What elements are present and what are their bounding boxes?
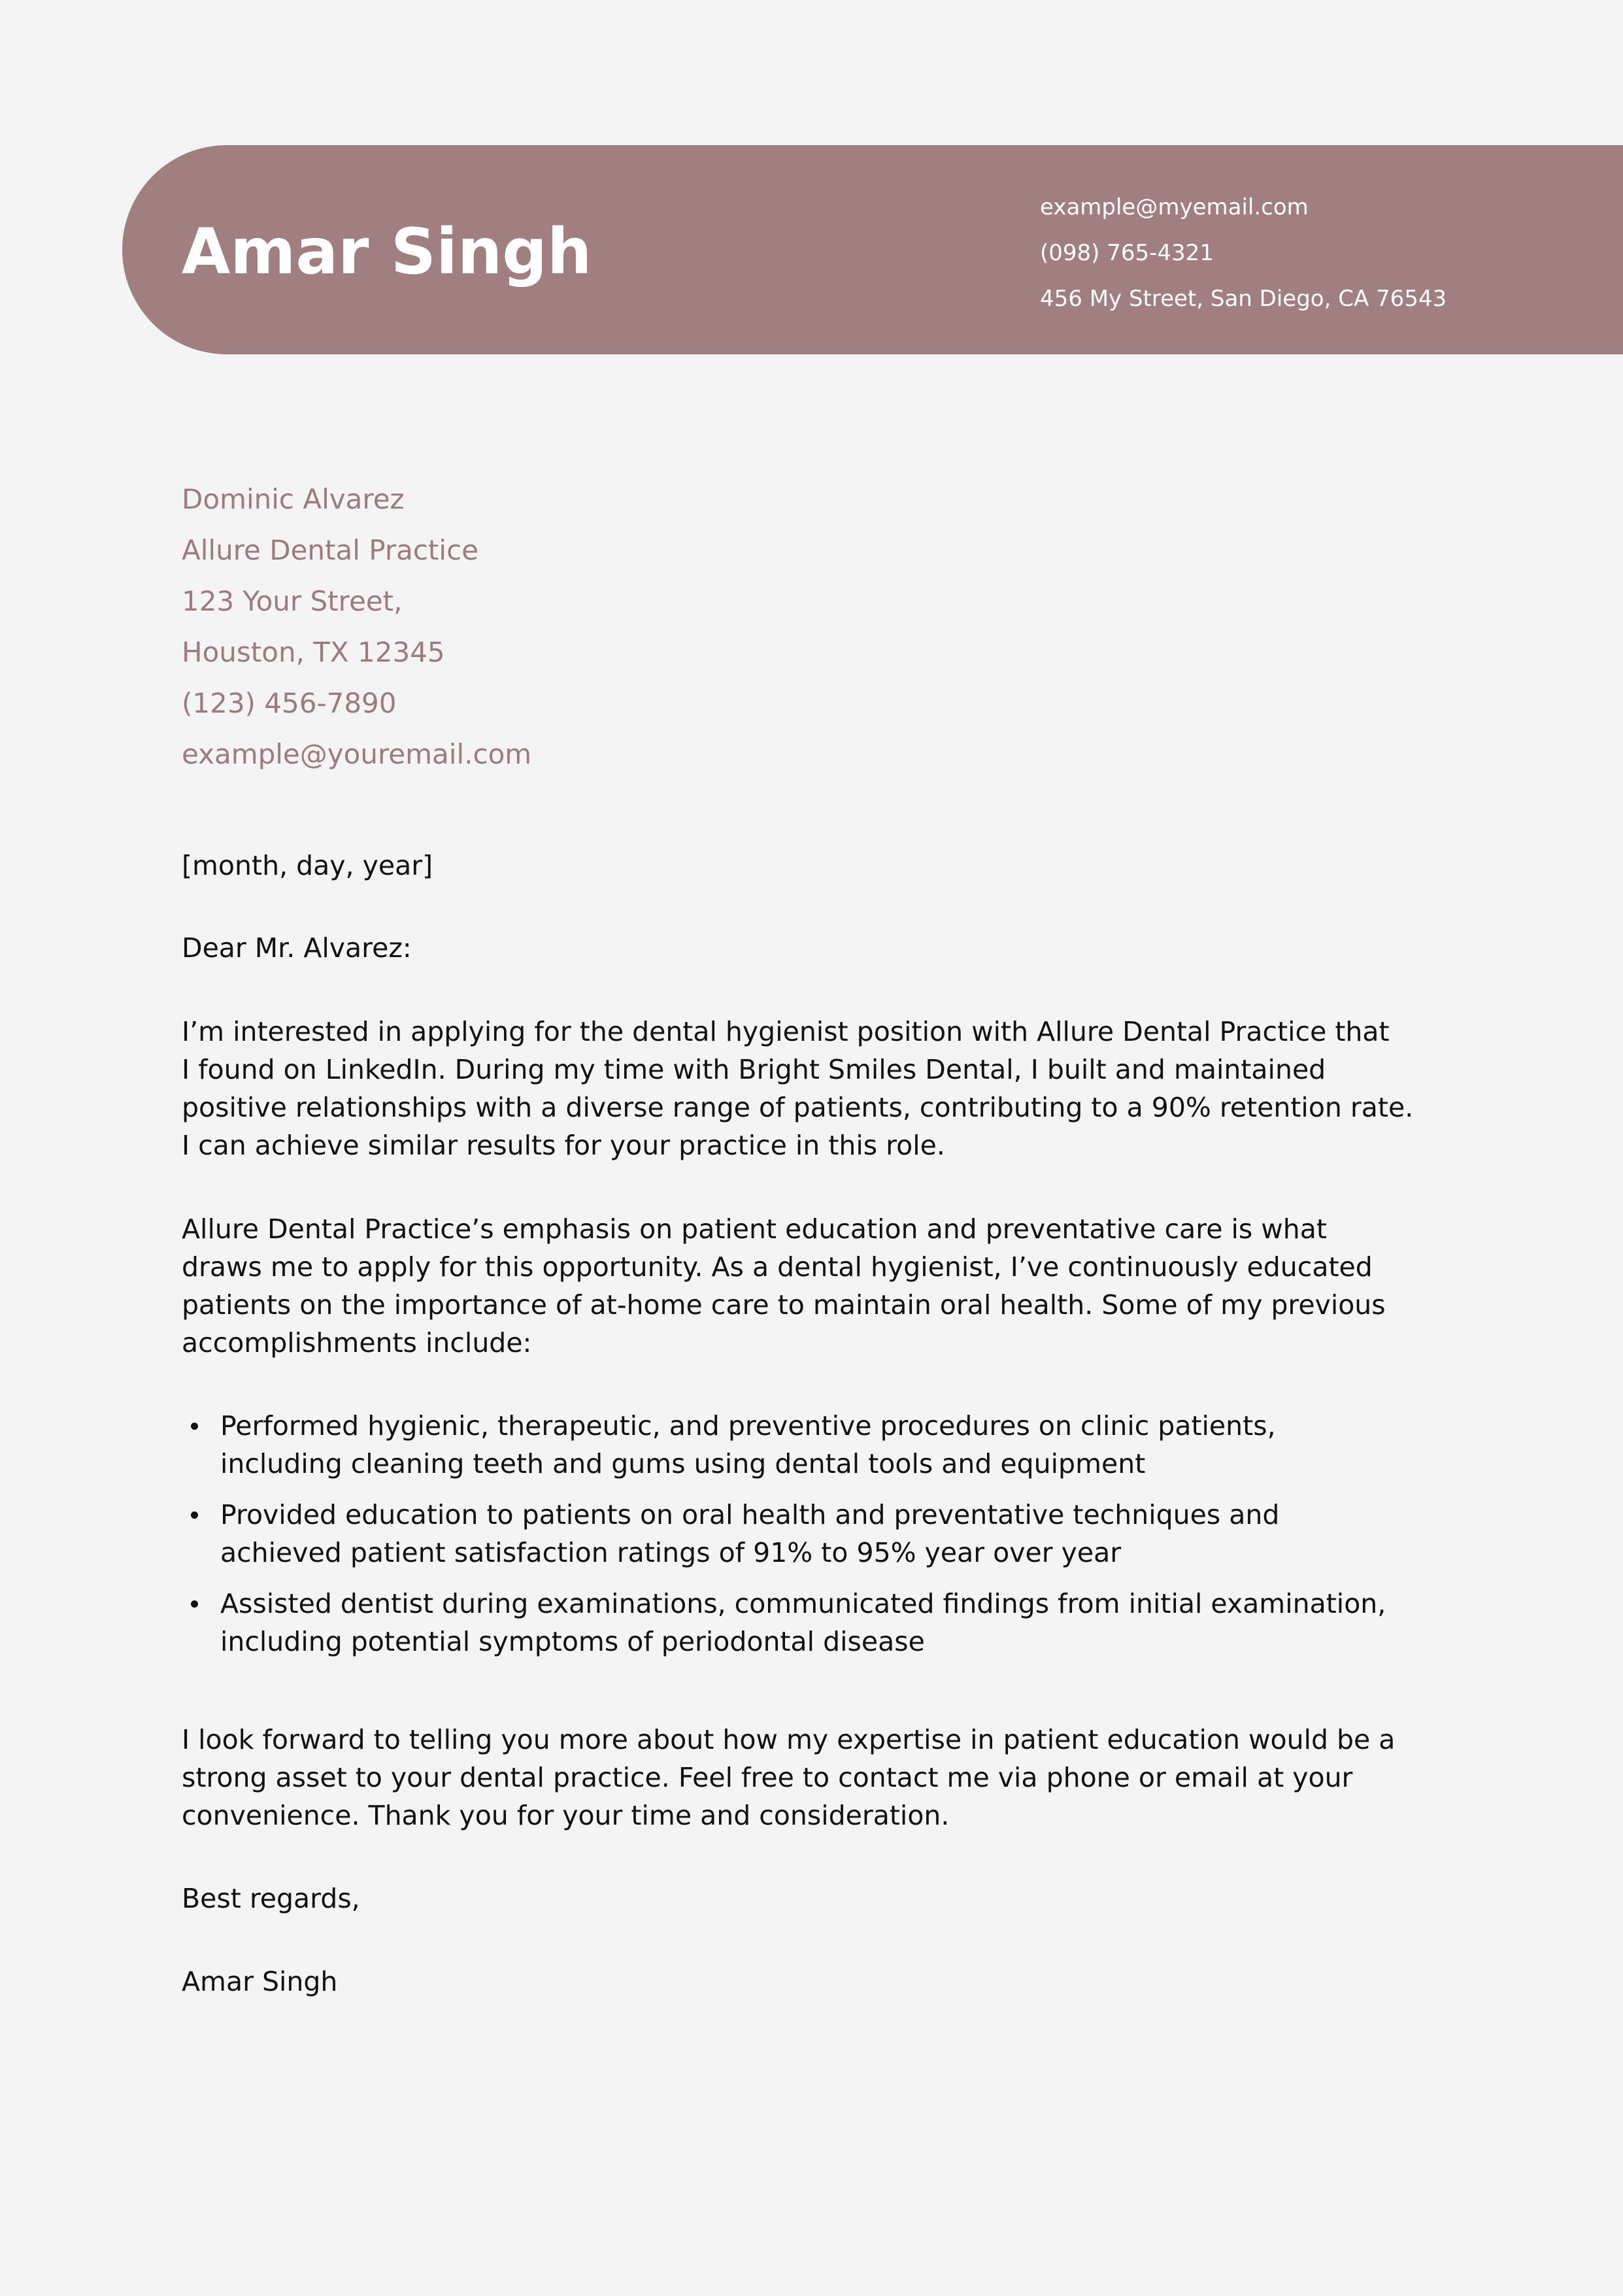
letter-date: [month, day, year]	[182, 850, 433, 881]
paragraph-line: draws me to apply for this opportunity. As a dental hygienist, I’ve continuously educated	[182, 1251, 1373, 1283]
recipient-email: example@youremail.com	[182, 738, 532, 770]
bullet-icon	[191, 1511, 198, 1519]
salutation: Dear Mr. Alvarez:	[182, 932, 412, 964]
list-item-line: including cleaning teeth and gums using dental tools and equipment	[220, 1448, 1146, 1479]
recipient-street: 123 Your Street,	[182, 585, 403, 617]
paragraph-line: strong asset to your dental practice. Feel free to contact me via phone or email at your	[182, 1762, 1353, 1793]
sender-address: 456 My Street, San Diego, CA 76543	[1040, 286, 1447, 312]
sender-email: example@myemail.com	[1040, 194, 1309, 220]
list-item-line: Performed hygienic, therapeutic, and preventive procedures on clinic patients,	[220, 1410, 1276, 1442]
paragraph-motivation	[182, 1210, 1463, 1362]
list-item-line: Provided education to patients on oral health and preventative techniques and	[220, 1499, 1280, 1530]
sender-name: Amar Singh	[182, 215, 592, 288]
paragraph-line: I look forward to telling you more about how my expertise in patient education would be a	[182, 1724, 1396, 1755]
bullet-icon	[191, 1600, 198, 1608]
list-item-line: including potential symptoms of periodontal disease	[220, 1626, 925, 1657]
sender-phone: (098) 765-4321	[1040, 240, 1214, 266]
list-item	[182, 1585, 1463, 1661]
list-item	[182, 1407, 1463, 1483]
paragraph-line: positive relationships with a diverse range of patients, contributing to a 90% retention rate.	[182, 1092, 1414, 1123]
recipient-name: Dominic Alvarez	[182, 483, 405, 515]
paragraph-line: Allure Dental Practice’s emphasis on patient education and preventative care is what	[182, 1213, 1327, 1245]
signature-name: Amar Singh	[182, 1966, 338, 1997]
paragraph-intro	[182, 1013, 1463, 1164]
paragraph-closing	[182, 1721, 1463, 1834]
sender-contact-block	[1040, 184, 1447, 322]
recipient-company: Allure Dental Practice	[182, 534, 479, 566]
paragraph-line: patients on the importance of at-home care to maintain oral health. Some of my previous	[182, 1289, 1386, 1321]
bullet-icon	[191, 1423, 198, 1430]
recipient-block	[182, 474, 531, 780]
list-item-line: Assisted dentist during examinations, communicated findings from initial examination,	[220, 1588, 1386, 1619]
paragraph-line: I can achieve similar results for your practice in this role.	[182, 1130, 945, 1161]
closing-phrase: Best regards,	[182, 1883, 360, 1914]
paragraph-line: I found on LinkedIn. During my time with Bright Smiles Dental, I built and maintained	[182, 1054, 1326, 1085]
paragraph-line: I’m interested in applying for the dental hygienist position with Allure Dental Practice that	[182, 1016, 1390, 1047]
list-item	[182, 1496, 1463, 1572]
recipient-phone: (123) 456-7890	[182, 687, 397, 719]
accomplishments-list	[182, 1407, 1463, 1674]
paragraph-line: convenience. Thank you for your time and consideration.	[182, 1800, 950, 1831]
recipient-city: Houston, TX 12345	[182, 636, 445, 668]
list-item-line: achieved patient satisfaction ratings of 91% to 95% year over year	[220, 1537, 1122, 1568]
paragraph-line: accomplishments include:	[182, 1327, 532, 1359]
